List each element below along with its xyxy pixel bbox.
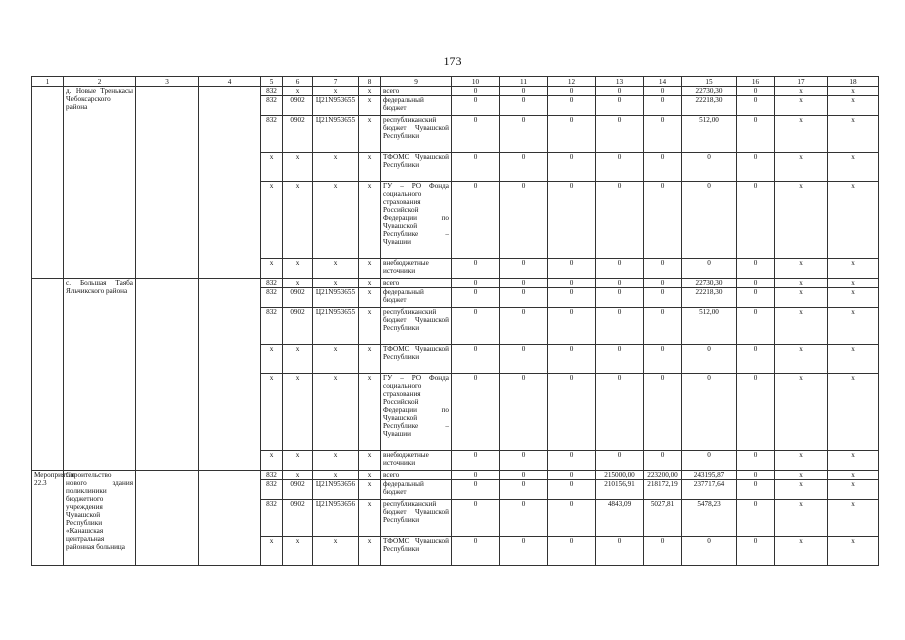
value-cell: х: [359, 153, 381, 182]
value-cell: 0: [644, 96, 682, 116]
value-cell: 0: [737, 537, 775, 566]
value-cell: 0: [548, 537, 596, 566]
value-cell: 832: [261, 288, 283, 308]
value-cell: х: [359, 374, 381, 451]
empty-cell: [136, 279, 199, 471]
value-cell: х: [261, 153, 283, 182]
value-cell: 22730,30: [682, 87, 737, 96]
value-cell: 512,00: [682, 308, 737, 345]
value-cell: х: [261, 537, 283, 566]
value-cell: х: [283, 345, 313, 374]
table-body: [32, 77, 879, 566]
value-cell: 0: [737, 182, 775, 259]
value-cell: х: [828, 259, 879, 279]
value-cell: 0: [548, 182, 596, 259]
value-cell: 0: [500, 345, 548, 374]
value-cell: 0: [548, 259, 596, 279]
empty-cell: [199, 87, 261, 279]
value-cell: 0: [548, 374, 596, 451]
value-cell: Ц21N953656: [313, 500, 359, 537]
value-cell: 0: [452, 259, 500, 279]
value-cell: 0: [596, 116, 644, 153]
value-cell: 0: [682, 345, 737, 374]
object-name-cell: Строительство нового здания поликлиники бюджетного учреждения Чувашской Республики «Канашская центральная районная больница: [64, 471, 136, 566]
value-cell: 0: [500, 87, 548, 96]
value-cell: 0: [500, 537, 548, 566]
value-cell: х: [828, 96, 879, 116]
value-cell: 0: [548, 96, 596, 116]
value-cell: х: [283, 259, 313, 279]
value-cell: х: [313, 182, 359, 259]
value-cell: 0: [596, 182, 644, 259]
budget-table: [31, 76, 879, 566]
value-cell: 215000,00: [596, 471, 644, 480]
header-cell: 13: [596, 77, 644, 87]
value-cell: х: [775, 259, 828, 279]
value-cell: 0: [548, 480, 596, 500]
value-cell: 0: [737, 288, 775, 308]
value-cell: х: [359, 182, 381, 259]
value-cell: х: [775, 471, 828, 480]
table-row: [32, 279, 879, 288]
value-cell: х: [828, 374, 879, 451]
value-cell: х: [775, 345, 828, 374]
value-cell: 22218,30: [682, 288, 737, 308]
value-cell: х: [313, 87, 359, 96]
value-cell: 0: [596, 259, 644, 279]
value-cell: х: [283, 537, 313, 566]
value-cell: 0: [548, 345, 596, 374]
table-row: [32, 87, 879, 96]
value-cell: 832: [261, 96, 283, 116]
value-cell: х: [359, 308, 381, 345]
header-cell: 12: [548, 77, 596, 87]
value-cell: х: [313, 374, 359, 451]
empty-cell: [136, 471, 199, 566]
value-cell: 0: [548, 451, 596, 471]
funding-source-cell: ГУ – РО Фонда социального страхования Российской Федерации по Чувашской Республике – Чувашии: [381, 374, 452, 451]
value-cell: х: [359, 87, 381, 96]
header-cell: 9: [381, 77, 452, 87]
value-cell: 0: [737, 451, 775, 471]
value-cell: х: [261, 451, 283, 471]
value-cell: х: [283, 279, 313, 288]
value-cell: х: [283, 451, 313, 471]
value-cell: 0: [596, 537, 644, 566]
value-cell: х: [283, 182, 313, 259]
value-cell: х: [775, 537, 828, 566]
header-cell: 1: [32, 77, 64, 87]
empty-cell: [199, 279, 261, 471]
value-cell: 0: [644, 451, 682, 471]
header-row: [32, 77, 879, 87]
header-cell: 3: [136, 77, 199, 87]
value-cell: х: [283, 153, 313, 182]
value-cell: 0: [452, 153, 500, 182]
value-cell: 0: [500, 308, 548, 345]
value-cell: х: [261, 374, 283, 451]
value-cell: 0: [548, 500, 596, 537]
value-cell: 0: [596, 374, 644, 451]
value-cell: х: [828, 471, 879, 480]
header-cell: 6: [283, 77, 313, 87]
value-cell: 0: [452, 451, 500, 471]
value-cell: х: [313, 451, 359, 471]
value-cell: х: [775, 451, 828, 471]
value-cell: х: [359, 288, 381, 308]
value-cell: 0902: [283, 500, 313, 537]
value-cell: 0: [548, 153, 596, 182]
header-cell: 18: [828, 77, 879, 87]
funding-source-cell: всего: [381, 471, 452, 480]
value-cell: х: [828, 182, 879, 259]
header-cell: 16: [737, 77, 775, 87]
value-cell: 223200,00: [644, 471, 682, 480]
measure-number-cell: Мероприятие 22.3: [32, 471, 64, 566]
value-cell: 0: [644, 182, 682, 259]
value-cell: х: [828, 308, 879, 345]
value-cell: х: [261, 345, 283, 374]
value-cell: х: [828, 288, 879, 308]
value-cell: х: [775, 87, 828, 96]
value-cell: 0: [548, 471, 596, 480]
header-cell: 8: [359, 77, 381, 87]
value-cell: х: [828, 451, 879, 471]
value-cell: х: [359, 345, 381, 374]
value-cell: х: [313, 345, 359, 374]
value-cell: 832: [261, 87, 283, 96]
funding-source-cell: республиканский бюджет Чувашской Республики: [381, 308, 452, 345]
value-cell: 0: [737, 480, 775, 500]
value-cell: х: [359, 451, 381, 471]
value-cell: 0: [644, 87, 682, 96]
value-cell: х: [828, 500, 879, 537]
funding-source-cell: внебюджетные источники: [381, 259, 452, 279]
value-cell: 0: [500, 374, 548, 451]
value-cell: 0: [452, 471, 500, 480]
value-cell: 0: [500, 96, 548, 116]
value-cell: х: [828, 480, 879, 500]
value-cell: 0: [596, 451, 644, 471]
value-cell: 0: [452, 87, 500, 96]
header-cell: 10: [452, 77, 500, 87]
funding-source-cell: республиканский бюджет Чувашской Республики: [381, 116, 452, 153]
value-cell: х: [828, 87, 879, 96]
value-cell: 0: [500, 259, 548, 279]
value-cell: х: [313, 537, 359, 566]
object-name-cell: с. Большая Таяба Яльчикского района: [64, 279, 136, 471]
value-cell: 0: [596, 153, 644, 182]
value-cell: Ц21N953655: [313, 308, 359, 345]
value-cell: 210156,91: [596, 480, 644, 500]
value-cell: 0902: [283, 288, 313, 308]
funding-source-cell: ГУ – РО Фонда социального страхования Российской Федерации по Чувашской Республике – Чувашии: [381, 182, 452, 259]
value-cell: 0: [452, 345, 500, 374]
value-cell: 0: [644, 259, 682, 279]
value-cell: 0: [644, 153, 682, 182]
value-cell: 0: [737, 374, 775, 451]
value-cell: 0: [452, 500, 500, 537]
value-cell: 0: [737, 345, 775, 374]
value-cell: Ц21N953655: [313, 288, 359, 308]
value-cell: 832: [261, 500, 283, 537]
value-cell: 0: [596, 96, 644, 116]
value-cell: 832: [261, 480, 283, 500]
value-cell: 0: [500, 500, 548, 537]
value-cell: х: [828, 537, 879, 566]
value-cell: Ц21N953656: [313, 480, 359, 500]
value-cell: 0: [452, 279, 500, 288]
value-cell: 0: [644, 308, 682, 345]
value-cell: 0: [500, 480, 548, 500]
value-cell: 0: [452, 96, 500, 116]
value-cell: 0902: [283, 308, 313, 345]
value-cell: 0: [737, 308, 775, 345]
value-cell: х: [775, 182, 828, 259]
empty-cell: [199, 471, 261, 566]
empty-cell: [136, 87, 199, 279]
value-cell: 0: [500, 153, 548, 182]
value-cell: х: [828, 279, 879, 288]
funding-source-cell: федеральный бюджет: [381, 480, 452, 500]
value-cell: х: [359, 279, 381, 288]
value-cell: 0: [737, 96, 775, 116]
value-cell: х: [359, 116, 381, 153]
measure-number-cell: [32, 279, 64, 471]
value-cell: 0: [452, 308, 500, 345]
value-cell: х: [775, 374, 828, 451]
funding-source-cell: федеральный бюджет: [381, 288, 452, 308]
value-cell: 0: [548, 87, 596, 96]
value-cell: 0: [737, 259, 775, 279]
funding-source-cell: федеральный бюджет: [381, 96, 452, 116]
value-cell: 237717,64: [682, 480, 737, 500]
value-cell: х: [313, 279, 359, 288]
value-cell: 0: [737, 87, 775, 96]
header-cell: 5: [261, 77, 283, 87]
value-cell: 0: [682, 374, 737, 451]
value-cell: х: [359, 537, 381, 566]
value-cell: 0: [682, 153, 737, 182]
value-cell: х: [313, 153, 359, 182]
value-cell: 0: [452, 182, 500, 259]
funding-source-cell: всего: [381, 87, 452, 96]
value-cell: 0: [644, 374, 682, 451]
value-cell: 4843,09: [596, 500, 644, 537]
value-cell: х: [261, 259, 283, 279]
header-cell: 7: [313, 77, 359, 87]
funding-source-cell: ТФОМС Чувашской Республики: [381, 153, 452, 182]
value-cell: х: [775, 279, 828, 288]
value-cell: 22730,30: [682, 279, 737, 288]
value-cell: 832: [261, 308, 283, 345]
value-cell: 5478,23: [682, 500, 737, 537]
value-cell: х: [359, 500, 381, 537]
value-cell: 243195,87: [682, 471, 737, 480]
header-cell: 4: [199, 77, 261, 87]
value-cell: х: [283, 471, 313, 480]
value-cell: 0: [500, 451, 548, 471]
value-cell: 0: [548, 279, 596, 288]
funding-source-cell: ТФОМС Чувашской Республики: [381, 537, 452, 566]
value-cell: х: [775, 96, 828, 116]
funding-source-cell: республиканский бюджет Чувашской Республики: [381, 500, 452, 537]
value-cell: х: [828, 345, 879, 374]
value-cell: 0: [644, 279, 682, 288]
measure-number-cell: [32, 87, 64, 279]
value-cell: 832: [261, 116, 283, 153]
header-cell: 14: [644, 77, 682, 87]
value-cell: 0: [644, 116, 682, 153]
value-cell: 0: [548, 308, 596, 345]
value-cell: х: [359, 96, 381, 116]
funding-source-cell: ТФОМС Чувашской Республики: [381, 345, 452, 374]
value-cell: 0: [737, 153, 775, 182]
value-cell: х: [775, 500, 828, 537]
value-cell: 0: [737, 116, 775, 153]
value-cell: х: [775, 480, 828, 500]
value-cell: 0: [548, 116, 596, 153]
table-row: [32, 471, 879, 480]
value-cell: Ц21N953655: [313, 116, 359, 153]
value-cell: х: [359, 471, 381, 480]
value-cell: 0: [596, 279, 644, 288]
value-cell: 832: [261, 471, 283, 480]
value-cell: 0902: [283, 116, 313, 153]
value-cell: 0: [682, 537, 737, 566]
header-cell: 2: [64, 77, 136, 87]
header-cell: 11: [500, 77, 548, 87]
value-cell: 0: [452, 288, 500, 308]
value-cell: 0902: [283, 480, 313, 500]
value-cell: 0: [644, 537, 682, 566]
value-cell: 0: [452, 480, 500, 500]
value-cell: 0: [737, 471, 775, 480]
value-cell: х: [775, 288, 828, 308]
value-cell: 512,00: [682, 116, 737, 153]
value-cell: 0: [500, 288, 548, 308]
value-cell: х: [359, 259, 381, 279]
value-cell: х: [313, 471, 359, 480]
funding-source-cell: всего: [381, 279, 452, 288]
value-cell: 0: [644, 345, 682, 374]
value-cell: х: [775, 308, 828, 345]
value-cell: 0: [682, 182, 737, 259]
value-cell: х: [283, 374, 313, 451]
value-cell: х: [775, 116, 828, 153]
value-cell: 0: [500, 182, 548, 259]
value-cell: 832: [261, 279, 283, 288]
value-cell: 0902: [283, 96, 313, 116]
value-cell: х: [313, 259, 359, 279]
value-cell: 0: [548, 288, 596, 308]
value-cell: 0: [500, 279, 548, 288]
value-cell: 0: [452, 374, 500, 451]
value-cell: 5027,81: [644, 500, 682, 537]
value-cell: х: [828, 116, 879, 153]
header-cell: 17: [775, 77, 828, 87]
header-cell: 15: [682, 77, 737, 87]
object-name-cell: д. Новые Тренькасы Чебоксарского района: [64, 87, 136, 279]
value-cell: 0: [596, 87, 644, 96]
value-cell: 218172,19: [644, 480, 682, 500]
value-cell: 0: [682, 451, 737, 471]
value-cell: х: [775, 153, 828, 182]
value-cell: 0: [452, 537, 500, 566]
value-cell: 0: [500, 471, 548, 480]
value-cell: 0: [452, 116, 500, 153]
value-cell: х: [359, 480, 381, 500]
value-cell: Ц21N953655: [313, 96, 359, 116]
value-cell: 0: [737, 500, 775, 537]
value-cell: 0: [682, 259, 737, 279]
value-cell: х: [261, 182, 283, 259]
value-cell: 0: [596, 345, 644, 374]
value-cell: 0: [500, 116, 548, 153]
value-cell: 0: [737, 279, 775, 288]
page-number: 173: [443, 54, 462, 68]
value-cell: х: [828, 153, 879, 182]
funding-source-cell: внебюджетные источники: [381, 451, 452, 471]
value-cell: 0: [644, 288, 682, 308]
value-cell: 0: [596, 288, 644, 308]
value-cell: 22218,30: [682, 96, 737, 116]
value-cell: х: [283, 87, 313, 96]
value-cell: 0: [596, 308, 644, 345]
